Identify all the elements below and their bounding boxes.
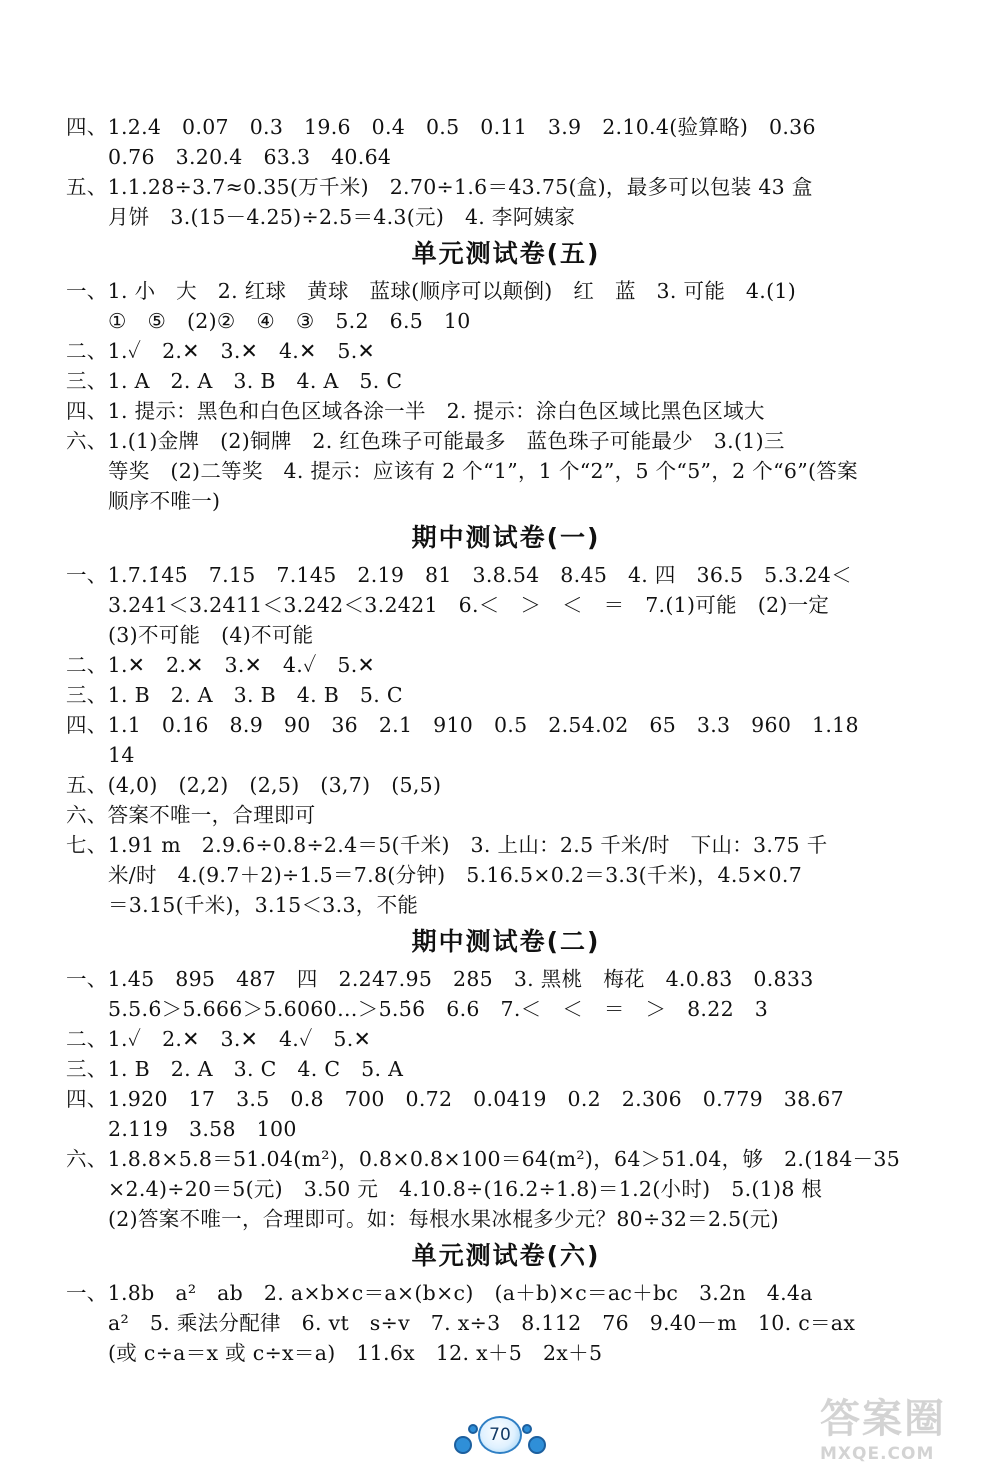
page-number-badge [448, 1414, 558, 1460]
answer-line: ×2.4)÷20＝5(元) 3.50 元 4.10.8÷(16.2÷1.8)＝1.2(小时) 5.(1)8 根 [108, 1177, 823, 1201]
answer-line: ① ⑤ (2)② ④ ③ 5.2 6.5 10 [108, 309, 471, 333]
section-title: 单元测试卷(五) [411, 239, 601, 268]
bubble-decoration-icon [454, 1436, 472, 1454]
answer-line: 二、1.✓ 2.✕ 3.✕ 4.✓ 5.✕ [66, 1027, 372, 1051]
section-title: 期中测试卷(二) [411, 927, 601, 956]
answer-line: (2)答案不唯一，合理即可。如：每根水果冰棍多少元？80÷32＝2.5(元) [108, 1207, 779, 1231]
answer-line: 三、1. A 2. A 3. B 4. A 5. C [66, 369, 403, 393]
watermark-url: MXQE.COM [820, 1444, 935, 1464]
answer-line: 四、1.2.4 0.07 0.3 19.6 0.4 0.5 0.11 3.9 2.10.4(验算略) 0.36 [66, 115, 816, 139]
answer-line: 一、1.7.1̇45̇ 7.15 7.145 2.19 81 3.8.54 8.45 4. 四 36.5 5.3.24＜ [66, 563, 852, 587]
bubble-decoration-icon [522, 1424, 532, 1434]
answer-line: 14 [108, 743, 135, 767]
answer-line: 一、1.45 895 487 四 2.247.95 285 3. 黑桃 梅花 4.0.83̇ 0.833 [66, 967, 814, 991]
bubble-decoration-icon [528, 1436, 546, 1454]
answer-line: a² 5. 乘法分配律 6. vt s÷v 7. x÷3 8.112 76 9.40－m 10. c＝ax [108, 1311, 856, 1335]
answer-line: (或 c÷a＝x 或 c÷x＝a) 11.6x 12. x＋5 2x＋5 [108, 1341, 603, 1365]
answer-line: 六、1.8.8×5.8＝51.04(m²)，0.8×0.8×100＝64(m²)，64＞51.04，够 2.(184－35 [66, 1147, 901, 1171]
watermark-title: 答案圈 [820, 1396, 946, 1442]
answer-line: 二、1.✕ 2.✕ 3.✕ 4.✓ 5.✕ [66, 653, 376, 677]
answer-line: 二、1.✓ 2.✕ 3.✕ 4.✕ 5.✕ [66, 339, 376, 363]
answer-line: 5.5.6̇＞5.666＞5.6060…＞5.5̇6̇ 6.6 7.＜ ＜ ＝ ＞ 8.22 3 [108, 997, 769, 1021]
answer-line: 米/时 4.(9.7＋2)÷1.5＝7.8(分钟) 5.16.5×0.2＝3.3(千米)，4.5×0.7 [108, 863, 803, 887]
watermark-logo [820, 1395, 990, 1475]
answer-line: 顺序不唯一) [108, 489, 221, 513]
answer-line: 四、1.920 17 3.5 0.8 700 0.72 0.0419 0.2 2.306 0.779 38.67 [66, 1087, 844, 1111]
answer-line: 六、答案不唯一，合理即可 [66, 803, 316, 827]
answer-line: 五、1.1.28÷3.7≈0.35(万千米) 2.70÷1.6＝43.75(盒)，最多可以包装 43 盒 [66, 175, 813, 199]
bubble-decoration-icon [468, 1424, 478, 1434]
answer-line: (3)不可能 (4)不可能 [108, 623, 314, 647]
answer-line: 一、1.8b a² ab 2. a×b×c＝a×(b×c) (a＋b)×c＝ac＋bc 3.2n 4.4a [66, 1281, 813, 1305]
answer-line: 等奖 (2)二等奖 4. 提示：应该有 2 个“1”，1 个“2”，5 个“5”，2 个“6”(答案 [108, 459, 858, 483]
answer-line: 六、1.(1)金牌 (2)铜牌 2. 红色珠子可能最多 蓝色珠子可能最少 3.(1)三 [66, 429, 785, 453]
answer-line: 三、1. B 2. A 3. B 4. B 5. C [66, 683, 403, 707]
answer-line: 2.119 3.58 100 [108, 1117, 297, 1141]
answer-line: ＝3.15(千米)，3.15＜3.3，不能 [108, 893, 419, 917]
section-title: 单元测试卷(六) [411, 1241, 601, 1270]
answer-line: 三、1. B 2. A 3. C 4. C 5. A [66, 1057, 404, 1081]
answer-line: 一、1. 小 大 2. 红球 黄球 蓝球(顺序可以颠倒) 红 蓝 3. 可能 4.(1) [66, 279, 797, 303]
answer-line: 四、1. 提示：黑色和白色区域各涂一半 2. 提示：涂白色区域比黑色区域大 [66, 399, 765, 423]
answer-line: 月饼 3.(15－4.25)÷2.5＝4.3(元) 4. 李阿姨家 [108, 205, 576, 229]
page-number: 70 [478, 1416, 522, 1454]
answer-line: 0.76 3.20.4 63.3 40.64 [108, 145, 392, 169]
answer-line: 3.241＜3.2411＜3.242＜3.2421 6.＜ ＞ ＜ ＝ 7.(1)可能 (2)一定 [108, 593, 830, 617]
answer-content [66, 112, 946, 1368]
answer-line: 七、1.91 m 2.9.6÷0.8÷2.4＝5(千米) 3. 上山：2.5 千米/时 下山：3.75 千 [66, 833, 828, 857]
section-title: 期中测试卷(一) [411, 523, 601, 552]
answer-line: 五、(4,0) (2,2) (2,5) (3,7) (5,5) [66, 773, 442, 797]
answer-line: 四、1.1 0.16 8.9 90 36 2.1 910 0.5 2.54.02 65 3.3 960 1.18 [66, 713, 859, 737]
